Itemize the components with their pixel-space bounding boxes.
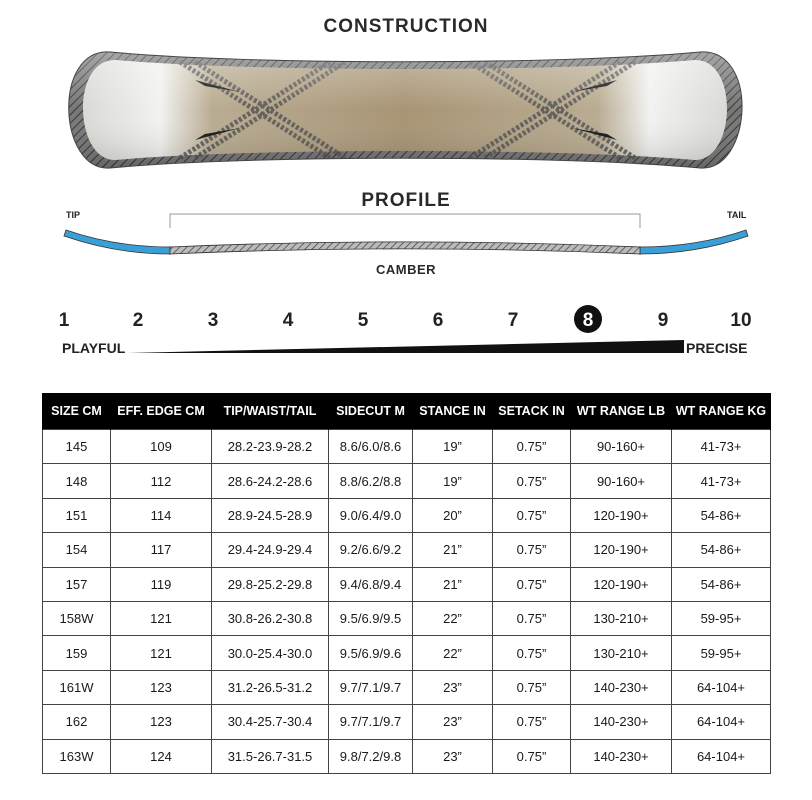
table-cell: 121 — [111, 601, 212, 635]
table-cell: 59-95+ — [672, 636, 771, 670]
table-cell: 23” — [413, 670, 493, 704]
table-cell: 9.4/6.8/9.4 — [329, 567, 413, 601]
table-cell: 140-230+ — [571, 705, 672, 739]
table-cell: 0.75” — [493, 498, 571, 532]
scale-number: 3 — [207, 310, 219, 331]
construction-title: CONSTRUCTION — [323, 16, 489, 37]
table-cell: 19” — [413, 464, 493, 498]
table-header-row — [43, 393, 771, 430]
table-cell: 120-190+ — [571, 498, 672, 532]
table-row — [43, 670, 771, 704]
size-spec-table — [42, 393, 771, 774]
table-cell: 22” — [413, 601, 493, 635]
table-row — [43, 567, 771, 601]
scale-number: 6 — [432, 310, 444, 331]
table-cell: 8.8/6.2/8.8 — [329, 464, 413, 498]
scale-number: 8 — [582, 310, 594, 331]
table-cell: 117 — [111, 533, 212, 567]
column-header: SIZE CM — [43, 393, 111, 430]
table-cell: 140-230+ — [571, 739, 672, 773]
table-cell: 28.9-24.5-28.9 — [212, 498, 329, 532]
table-cell: 0.75” — [493, 670, 571, 704]
table-cell: 120-190+ — [571, 567, 672, 601]
playful-label: PLAYFUL — [62, 340, 126, 356]
table-row — [43, 601, 771, 635]
table-cell: 9.2/6.6/9.2 — [329, 533, 413, 567]
scale-number: 1 — [58, 310, 70, 331]
column-header: WT RANGE KG — [672, 393, 771, 430]
scale-number: 5 — [357, 310, 369, 331]
table-cell: 59-95+ — [672, 601, 771, 635]
table-row — [43, 533, 771, 567]
table-cell: 0.75” — [493, 739, 571, 773]
table-cell: 54-86+ — [672, 533, 771, 567]
camber-profile-diagram — [0, 200, 812, 260]
table-cell: 157 — [43, 567, 111, 601]
table-cell: 23” — [413, 739, 493, 773]
table-cell: 0.75” — [493, 464, 571, 498]
table-cell: 9.5/6.9/9.5 — [329, 601, 413, 635]
table-cell: 130-210+ — [571, 636, 672, 670]
column-header: SETACK IN — [493, 393, 571, 430]
table-cell: 0.75” — [493, 636, 571, 670]
scale-number: 2 — [132, 310, 144, 331]
table-cell: 54-86+ — [672, 498, 771, 532]
table-cell: 64-104+ — [672, 705, 771, 739]
table-cell: 140-230+ — [571, 670, 672, 704]
table-cell: 123 — [111, 670, 212, 704]
column-header: SIDECUT M — [329, 393, 413, 430]
table-cell: 9.5/6.9/9.6 — [329, 636, 413, 670]
table-cell: 64-104+ — [672, 670, 771, 704]
table-cell: 145 — [43, 430, 111, 464]
table-cell: 9.8/7.2/9.8 — [329, 739, 413, 773]
table-cell: 161W — [43, 670, 111, 704]
table-cell: 28.2-23.9-28.2 — [212, 430, 329, 464]
precise-label: PRECISE — [686, 340, 748, 356]
table-cell: 23” — [413, 705, 493, 739]
table-cell: 158W — [43, 601, 111, 635]
table-cell: 9.0/6.4/9.0 — [329, 498, 413, 532]
table-cell: 112 — [111, 464, 212, 498]
table-cell: 29.4-24.9-29.4 — [212, 533, 329, 567]
table-cell: 154 — [43, 533, 111, 567]
column-header: WT RANGE LB — [571, 393, 672, 430]
table-row — [43, 705, 771, 739]
table-cell: 28.6-24.2-28.6 — [212, 464, 329, 498]
table-cell: 9.7/7.1/9.7 — [329, 670, 413, 704]
table-cell: 124 — [111, 739, 212, 773]
table-cell: 41-73+ — [672, 464, 771, 498]
table-cell: 41-73+ — [672, 430, 771, 464]
table-cell: 130-210+ — [571, 601, 672, 635]
table-cell: 8.6/6.0/8.6 — [329, 430, 413, 464]
table-cell: 109 — [111, 430, 212, 464]
table-cell: 162 — [43, 705, 111, 739]
scale-number: 9 — [657, 310, 669, 331]
scale-number: 4 — [282, 310, 294, 331]
playful-to-precise-wedge — [128, 340, 684, 354]
table-row — [43, 430, 771, 464]
table-row — [43, 739, 771, 773]
table-cell: 0.75” — [493, 601, 571, 635]
table-cell: 0.75” — [493, 705, 571, 739]
table-cell: 9.7/7.1/9.7 — [329, 705, 413, 739]
camber-label: CAMBER — [375, 262, 437, 277]
table-row — [43, 498, 771, 532]
table-cell: 114 — [111, 498, 212, 532]
table-cell: 119 — [111, 567, 212, 601]
table-cell: 19” — [413, 430, 493, 464]
table-cell: 31.5-26.7-31.5 — [212, 739, 329, 773]
table-cell: 148 — [43, 464, 111, 498]
table-row — [43, 464, 771, 498]
table-cell: 0.75” — [493, 430, 571, 464]
profile-title: PROFILE — [361, 190, 451, 211]
scale-number: 7 — [507, 310, 519, 331]
table-cell: 54-86+ — [672, 567, 771, 601]
scale-number: 10 — [730, 310, 752, 331]
table-cell: 30.0-25.4-30.0 — [212, 636, 329, 670]
table-cell: 29.8-25.2-29.8 — [212, 567, 329, 601]
table-cell: 120-190+ — [571, 533, 672, 567]
tip-label: TIP — [66, 210, 81, 220]
table-cell: 90-160+ — [571, 464, 672, 498]
table-cell: 159 — [43, 636, 111, 670]
column-header: STANCE IN — [413, 393, 493, 430]
table-cell: 30.4-25.7-30.4 — [212, 705, 329, 739]
table-cell: 121 — [111, 636, 212, 670]
table-cell: 20” — [413, 498, 493, 532]
table-cell: 0.75” — [493, 567, 571, 601]
table-cell: 163W — [43, 739, 111, 773]
table-cell: 21” — [413, 567, 493, 601]
table-row — [43, 636, 771, 670]
table-cell: 151 — [43, 498, 111, 532]
column-header: EFF. EDGE CM — [111, 393, 212, 430]
table-cell: 21” — [413, 533, 493, 567]
table-cell: 90-160+ — [571, 430, 672, 464]
table-cell: 64-104+ — [672, 739, 771, 773]
tail-label: TAIL — [727, 210, 747, 220]
column-header: TIP/WAIST/TAIL — [212, 393, 329, 430]
table-cell: 22” — [413, 636, 493, 670]
table-cell: 0.75” — [493, 533, 571, 567]
table-cell: 30.8-26.2-30.8 — [212, 601, 329, 635]
snowboard-construction-illustration — [0, 40, 812, 190]
table-cell: 31.2-26.5-31.2 — [212, 670, 329, 704]
table-cell: 123 — [111, 705, 212, 739]
